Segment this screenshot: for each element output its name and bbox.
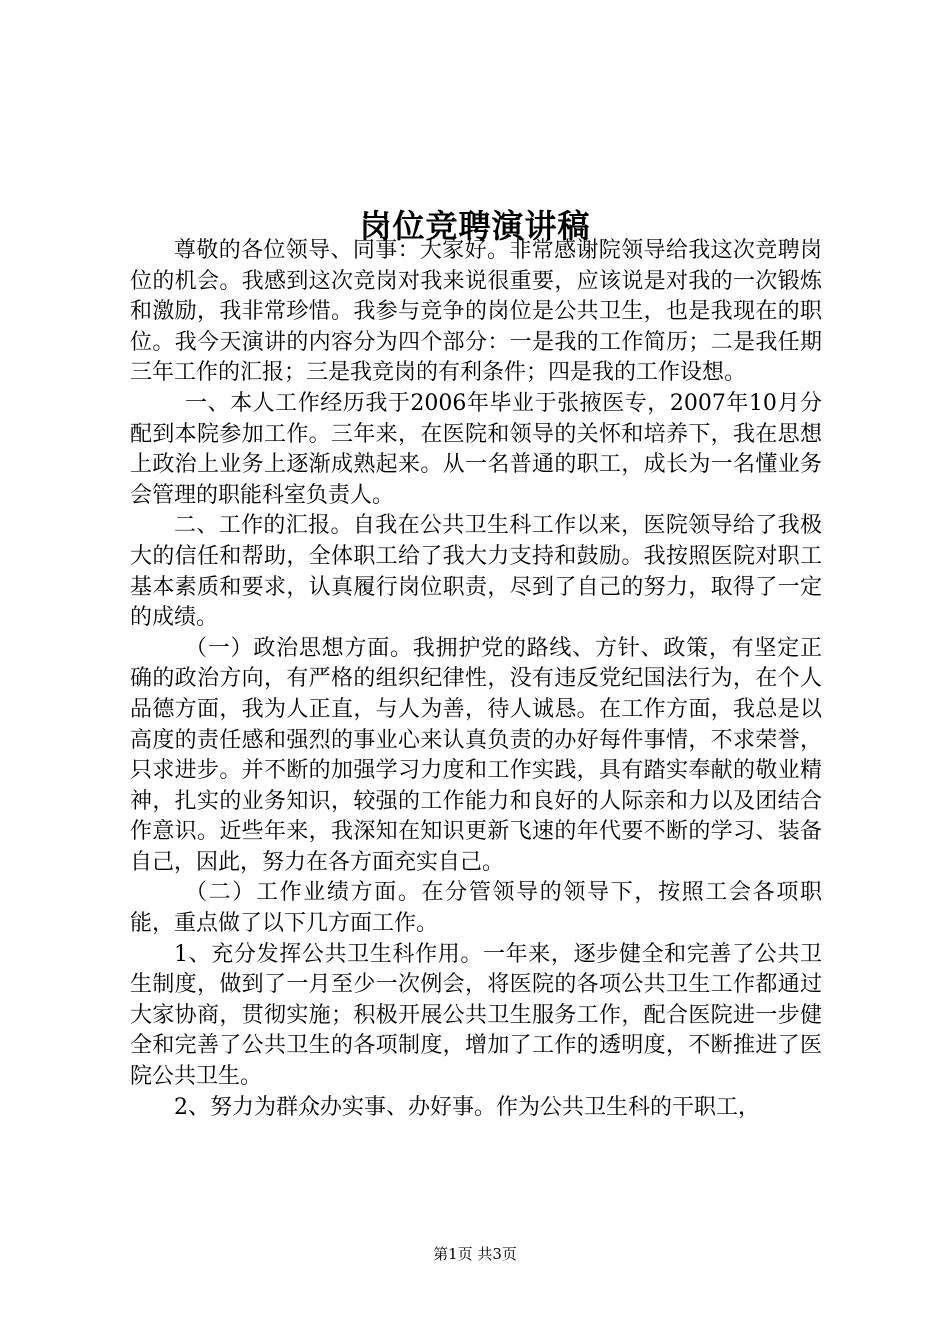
page-title: 岗位竞聘演讲稿	[359, 207, 591, 246]
paragraph-work-history: 一、本人工作经历我于2006年毕业于张掖医专，2007年10月分配到本院参加工作。三年来，在医院和领导的关怀和培养下，我在思想上政治上业务上逐渐成熟起来。从一名普通的职工，成长为一名懂业务会管理的职能科室负责人。	[130, 390, 822, 508]
paragraph-work-performance: （二）工作业绩方面。在分管领导的领导下，按照工会各项职能，重点做了以下几方面工作。	[130, 880, 822, 937]
paragraph-greeting: 尊敬的各位领导、同事：大家好。非常感谢院领导给我这次竞聘岗位的机会。我感到这次竞岗对我来说很重要，应该说是对我的一次锻炼和激励，我非常珍惜。我参与竞争的岗位是公共卫生，也是我现在的职位。我今天演讲的内容分为四个部分：一是我的工作简历；二是我任期三年工作的汇报；三是我竞岗的有利条件；四是我的工作设想。	[130, 238, 822, 386]
paragraph-work-report: 二、工作的汇报。自我在公共卫生科工作以来，医院领导给了我极大的信任和帮助，全体职工给了我大力支持和鼓励。我按照医院对职工基本素质和要求，认真履行岗位职责，尽到了自己的努力，取得了一定的成绩。	[130, 513, 822, 631]
paragraph-serve-public: 2、努力为群众办实事、办好事。作为公共卫生科的干职工，	[174, 1094, 760, 1120]
document-body	[130, 236, 822, 1123]
page-footer: 第1页 共3页	[433, 1245, 517, 1263]
paragraph-public-health-role: 1、充分发挥公共卫生科作用。一年来，逐步健全和完善了公共卫生制度，做到了一月至少一次例会，将医院的各项公共卫生工作都通过大家协商，贯彻实施；积极开展公共卫生服务工作，配合医院进一步健全和完善了公共卫生的各项制度，增加了工作的透明度，不断推进了医院公共卫生。	[130, 941, 822, 1090]
paragraph-political-thought: （一）政治思想方面。我拥护党的路线、方针、政策，有坚定正确的政治方向，有严格的组织纪律性，没有违反党纪国法行为，在个人品德方面，我为人正直，与人为善，待人诚恳。在工作方面，我总是以高度的责任感和强烈的事业心来认真负责的办好每件事情，不求荣誉，只求进步。并不断的加强学习力度和工作实践，具有踏实奉献的敬业精神，扎实的业务知识，较强的工作能力和良好的人际亲和力以及团结合作意识。近些年来，我深知在知识更新飞速的年代要不断的学习、装备自己，因此，努力在各方面充实自己。	[130, 635, 822, 875]
